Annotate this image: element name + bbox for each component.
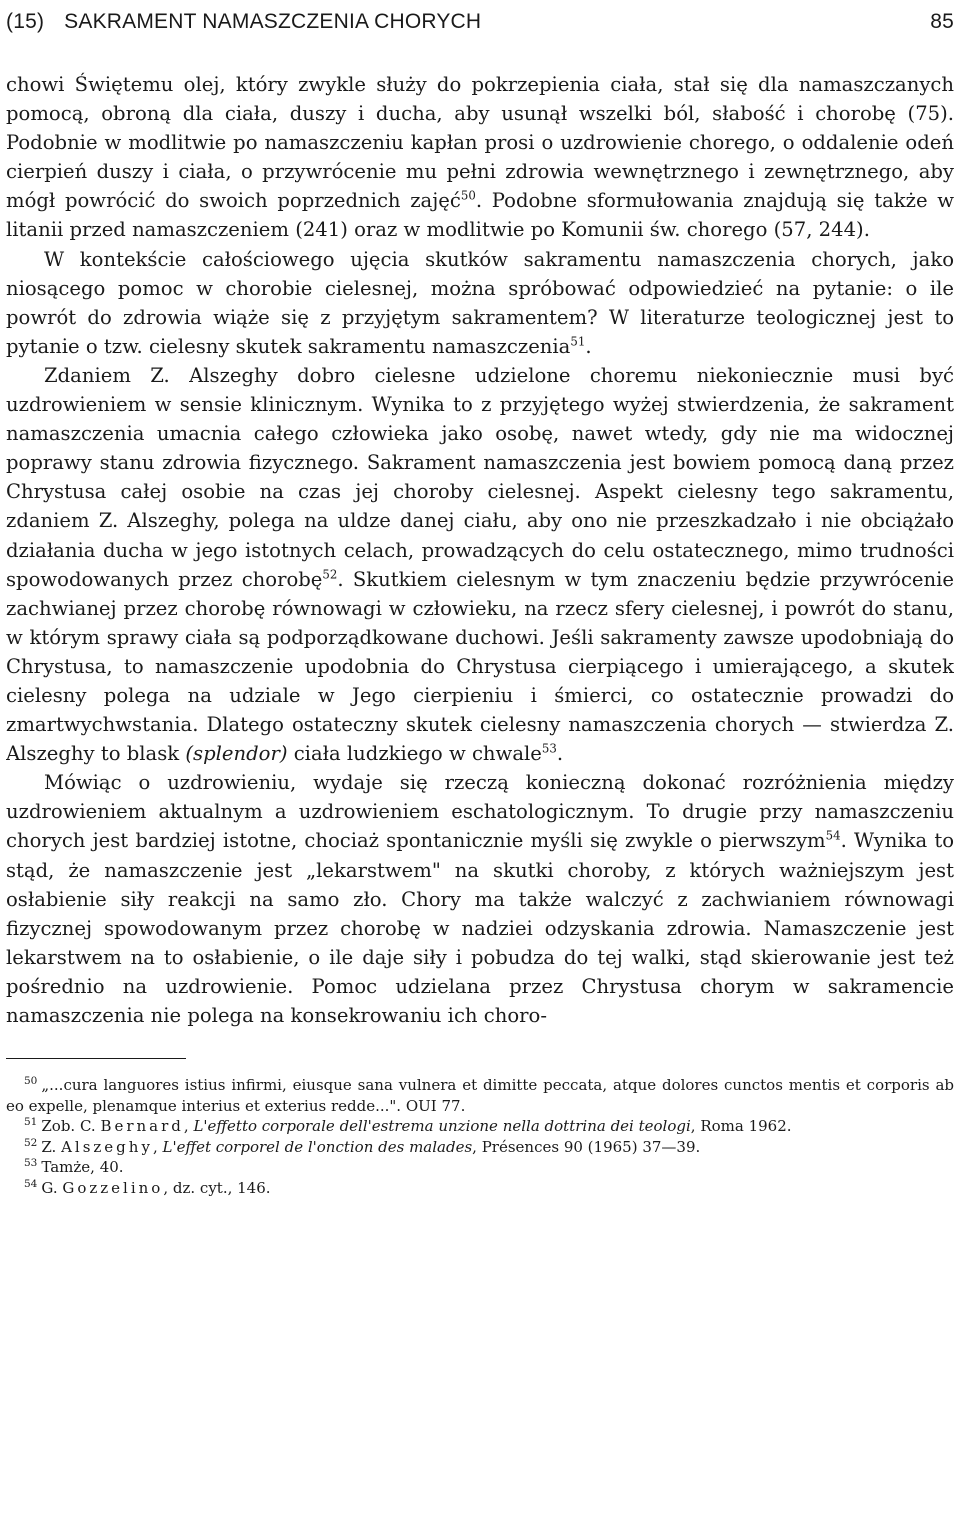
footnote-text: Z.: [41, 1137, 62, 1156]
footnote-divider: [6, 1058, 186, 1059]
footnote-ref-51: 51: [570, 334, 586, 349]
footnote-number: 51: [24, 1116, 38, 1129]
footnote-text: Zob. C.: [41, 1117, 101, 1136]
paragraph-3: [6, 361, 954, 768]
footnote-text: L'effet corporel de l'onction des malades: [162, 1137, 473, 1156]
paragraph-4: [6, 768, 954, 1030]
footnote-text: L'effetto corporale dell'estrema unzione nella dottrina dei teologi: [193, 1117, 691, 1136]
document-page: [6, 0, 954, 1527]
paragraph-3-text-d: .: [556, 742, 564, 766]
footnote-ref-53: 53: [541, 741, 557, 756]
footnote-text: Tamże, 40.: [41, 1158, 124, 1177]
footnote-text: Alszeghy: [61, 1137, 153, 1156]
paragraph-3-emphasis: (splendor): [185, 742, 288, 766]
footnote-text: , Roma 1962.: [690, 1117, 792, 1136]
footnote-number: 52: [24, 1136, 38, 1149]
paragraph-3-text-c: ciała ludzkiego w chwale: [287, 742, 542, 766]
footnote-number: 50: [24, 1075, 38, 1088]
footnote-number: 53: [24, 1157, 38, 1170]
footnote-text: „...cura languores istius infirmi, eiusque sana vulnera et dimitte peccata, atque dolores cunctos mentis et corporis ab eo expelle, plenamque interius et exterius redde...". OUI 77.: [6, 1076, 954, 1115]
footnote-ref-52: 52: [322, 567, 338, 582]
paragraph-1: [6, 70, 954, 245]
running-title: SAKRAMENT NAMASZCZENIA CHORYCH: [64, 10, 482, 33]
page-header: [6, 0, 954, 44]
footnote-number: 54: [24, 1177, 38, 1190]
paragraph-3-text-a: Zdaniem Z. Alszeghy dobro cielesne udzielone choremu niekoniecznie musi być uzdrowieniem w sensie klinicznym. Wynika to z przyjętego wyżej stwierdzenia, że sakrament namaszczenia umacnia całego człowieka jako osobę, nawet wtedy, gdy nie ma widocznej poprawy stanu zdrowia fizycznego. Sakrament namaszczenia jest bowiem pomocą daną przez Chrystusa całej osobie na czas jej choroby cielesnej. Aspekt cielesny tego sakramentu, zdaniem Z. Alszeghy, polega na uldze danej ciału, aby ono nie przeszkadzało i nie obciążało działania ducha w jego istotnych celach, prowadzących do celu ostatecznego, mimo trudności spowodowanych przez chorobę: [6, 363, 954, 591]
footnote-text: , dz. cyt., 146.: [163, 1178, 271, 1197]
footnote-54: [6, 1178, 954, 1199]
footnote-50: [6, 1075, 954, 1116]
footnote-51: [6, 1116, 954, 1137]
main-text: [6, 70, 954, 1030]
paragraph-2: [6, 245, 954, 361]
footnote-text: ,: [152, 1137, 163, 1156]
footnote-ref-54: 54: [825, 828, 841, 843]
footnotes: [6, 1075, 954, 1198]
footnote-52: [6, 1137, 954, 1158]
paragraph-1-text: chowi Świętemu olej, który zwykle służy do pokrzepienia ciała, stał się dla namaszczanych pomocą, obroną dla ciała, duszy i ducha, aby usunął wszelki ból, słabość i chorobę (75). Podobnie w modlitwie po namaszczeniu kapłan prosi o uzdrowienie chorego, o oddalenie odeń cierpień duszy i ciała, o przywrócenie mu pełni zdrowia wewnętrznego i zewnętrznego, aby mógł powrócić do swoich poprzednich zajęć: [6, 73, 954, 213]
footnote-53: [6, 1157, 954, 1178]
chapter-number: (15): [6, 10, 45, 33]
paragraph-2-tail: .: [585, 334, 592, 358]
footnote-text: G.: [41, 1178, 63, 1197]
footnote-text: Gozzelino: [62, 1178, 164, 1197]
page-number: 85: [930, 10, 954, 33]
footnote-ref-50: 50: [460, 188, 476, 203]
paragraph-1-tail: . Podobne sformułowania znajdują się także w litanii przed namaszczeniem (241) oraz w modlitwie po Komunii św. chorego (57, 244).: [6, 189, 954, 242]
footnote-text: , Présences 90 (1965) 37—39.: [472, 1137, 701, 1156]
paragraph-4-text-b: . Wynika to stąd, że namaszczenie jest „lekarstwem" na skutki choroby, z których ważniejszym jest osłabienie siły reakcji na samo zło. Chory ma także walczyć z zachwianiem równowagi fizycznej spowodowanym przez chorobę w nadziei odzyskania zdrowia. Namaszczenie jest lekarstwem na to osłabienie, o ile daje siły i pobudza do tej walki, stąd skierowanie jest też pośrednio na uzdrowienie. Pomoc udzielana przez Chrystusa chorym w sakramencie namaszczenia nie polega na konsekrowaniu ich choro-: [6, 829, 954, 1027]
paragraph-2-text: W kontekście całościowego ujęcia skutków sakramentu namaszczenia chorych, jako niosącego pomoc w chorobie cielesnej, można spróbować odpowiedzieć na pytanie: o ile powrót do zdrowia wiąże się z przyjętym sakramentem? W literaturze teologicznej jest to pytanie o tzw. cielesny skutek sakramentu namaszczenia: [6, 247, 954, 358]
paragraph-3-text-b: . Skutkiem cielesnym w tym znaczeniu będzie przywrócenie zachwianej przez chorobę równowagi w człowieku, na rzecz sfery cielesnej, i powrót do stanu, w którym sprawy ciała są podporządkowane duchowi. Jeśli sakramenty zawsze upodobniają do Chrystusa, to namaszczenie upodobnia do Chrystusa cierpiącego i umierającego, a skutek cielesny polega na udziale w Jego cierpieniu i śmierci, co ostatecznie prowadzi do zmartwychwstania. Dlatego ostateczny skutek cielesny namaszczenia chorych — stwierdza Z. Alszeghy to blask: [6, 567, 954, 766]
footnote-text: ,: [183, 1117, 194, 1136]
paragraph-4-text-a: Mówiąc o uzdrowieniu, wydaje się rzeczą konieczną dokonać rozróżnienia między uzdrowieniem aktualnym a uzdrowieniem eschatologicznym. To drugie przy namaszczeniu chorych jest bardziej istotne, chociaż spontanicznie myśli się zwykle o pierwszym: [6, 771, 954, 853]
footnote-text: Bernard: [100, 1117, 184, 1136]
